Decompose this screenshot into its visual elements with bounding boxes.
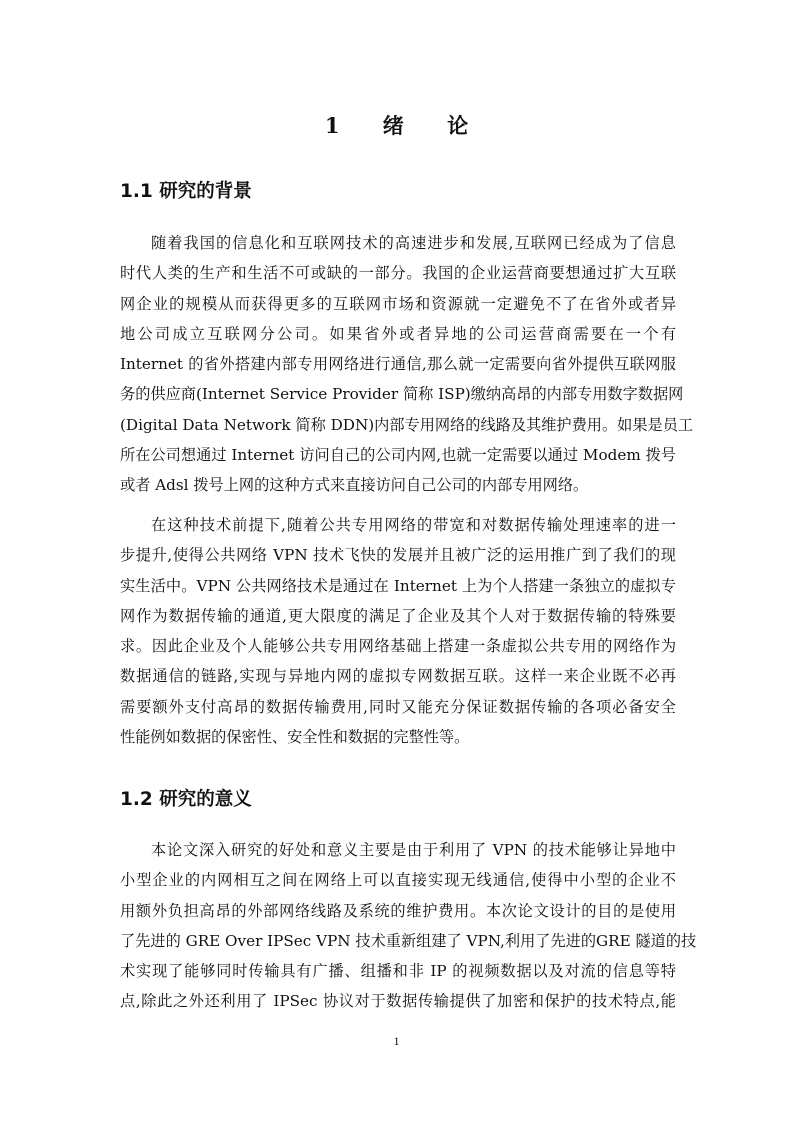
text-line: 小型企业的内网相互之间在网络上可以直接实现无线通信,使得中小型的企业不 [120,871,676,890]
text-line: 所在公司想通过 Internet 访问自己的公司内网,也就一定需要以通过 Modem 拨号 [120,446,676,465]
paragraph-background-2 [120,510,676,752]
section-heading-background: 1.1 研究的背景 [120,181,252,202]
text-line: 时代人类的生产和生活不可或缺的一部分。我国的企业运营商要想通过扩大互联 [120,264,676,283]
text-line: 地公司成立互联网分公司。如果省外或者异地的公司运营商需要在一个有 [120,324,676,343]
text-line: 术实现了能够同时传输具有广播、组播和非 IP 的视频数据以及对流的信息等特 [120,962,676,981]
text-line: 点,除此之外还利用了 IPSec 协议对于数据传输提供了加密和保护的技术特点,能 [120,992,676,1011]
text-line: 需要额外支付高昂的数据传输费用,同时又能充分保证数据传输的各项必备安全 [120,697,676,716]
text-line: 了先进的 GRE Over IPSec VPN 技术重新组建了 VPN,利用了先进的GRE 隧道的技 [120,931,697,950]
text-line: (Digital Data Network 简称 DDN)内部专用网络的线路及其维护费用。如果是员工 [120,415,694,434]
text-line: 本论文深入研究的好处和意义主要是由于利用了 VPN 的技术能够让异地中 [151,841,676,859]
page-number: 1 [393,1034,400,1048]
text-line: 性能例如数据的保密性、安全性和数据的完整性等。 [120,728,470,747]
text-line: 随着我国的信息化和互联网技术的高速进步和发展,互联网已经成为了信息 [151,234,676,252]
text-line: 数据通信的链路,实现与异地内网的虚拟专网数据互联。这样一来企业既不必再 [120,667,676,686]
text-line: 或者 Adsl 拨号上网的这种方式来直接访问自己公司的内部专用网络。 [120,476,589,495]
paragraph-significance-1 [120,835,697,1017]
text-line: 求。因此企业及个人能够公共专用网络基础上搭建一条虚拟公共专用的网络作为 [120,637,676,656]
text-line: 在这种技术前提下,随着公共专用网络的带宽和对数据传输处理速率的进一 [151,516,676,534]
chapter-title: 1 绪 论 [324,113,487,138]
section-heading-significance: 1.2 研究的意义 [120,789,252,810]
text-line: 实生活中。VPN 公共网络技术是通过在 Internet 上为个人搭建一条独立的虚拟专 [120,576,676,595]
text-line: Internet 的省外搭建内部专用网络进行通信,那么就一定需要向省外提供互联网服 [120,355,676,374]
text-line: 用额外负担高昂的外部网络线路及系统的维护费用。本次论文设计的目的是使用 [120,901,676,920]
paragraph-background-1 [120,228,694,501]
text-line: 步提升,使得公共网络 VPN 技术飞快的发展并且被广泛的运用推广到了我们的现 [120,546,676,565]
text-line: 务的供应商(Internet Service Provider 简称 ISP)缴纳高昂的内部专用数字数据网 [120,385,684,404]
text-line: 网企业的规模从而获得更多的互联网市场和资源就一定避免不了在省外或者异 [120,294,676,313]
text-line: 网作为数据传输的通道,更大限度的满足了企业及其个人对于数据传输的特殊要 [120,606,676,625]
